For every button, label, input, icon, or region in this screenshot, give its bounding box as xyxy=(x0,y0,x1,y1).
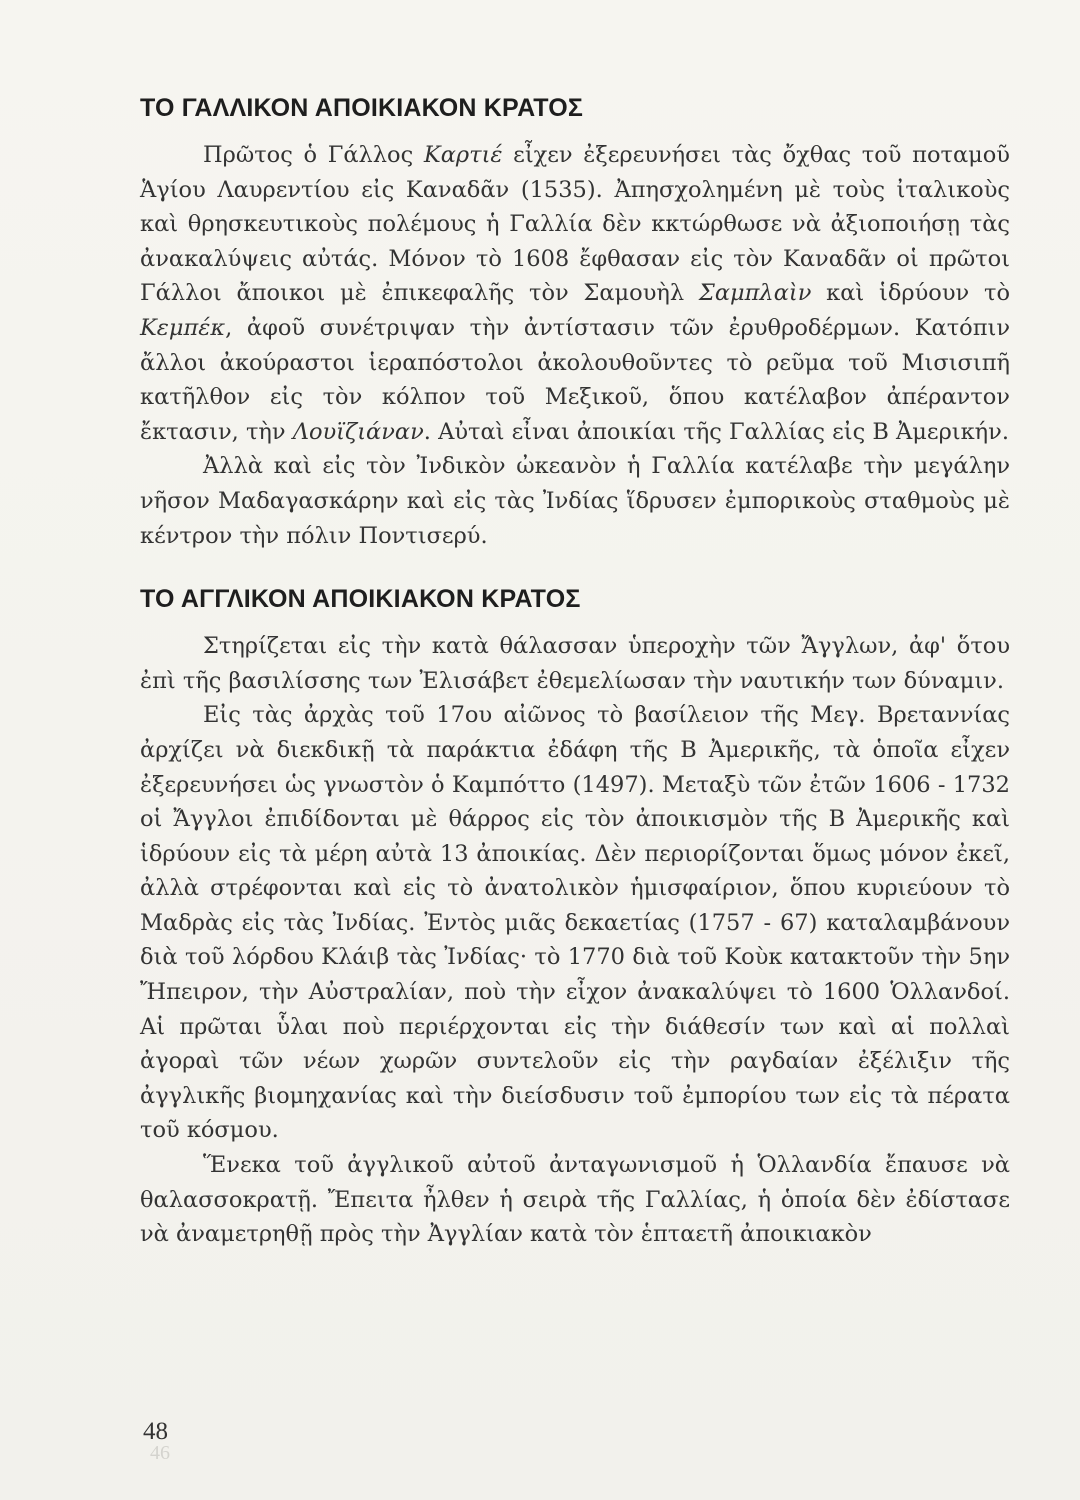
paragraph xyxy=(140,629,1010,698)
paragraph xyxy=(140,1148,1010,1252)
text-run-italic: Λουϊζιάναν xyxy=(292,418,424,445)
text-run: Ἀλλὰ καὶ εἰς τὸν Ἰνδικὸν ὠκεανὸν ἡ Γαλλία κατέλαβε τὴν μεγάλην νῆσον Μαδαγασκάρην καὶ εἰς τὰς Ἰνδίας ἵδρυσεν ἐμπορικοὺς σταθμοὺς μὲ κέντρον τὴν πόλιν Ποντισερύ. xyxy=(140,453,1010,549)
text-run: εἶχεν ἐξερευνήσει τὰς ὄχθας τοῦ ποταμοῦ Ἁγίου Λαυρεντίου εἰς Καναδᾶν (1535). Ἀπησχολημένη μὲ τοὺς ἰταλικοὺς καὶ θρησκευτικοὺς πολέμους ἡ Γαλλία δὲν κκτώρθωσε νὰ ἀξιοποιήσῃ τὰς ἀνακαλύψεις αὐτάς. Μόνον τὸ 1608 ἔφθασαν εἰς τὸν Καναδᾶν οἱ πρῶτοι Γάλλοι ἄποικοι μὲ ἐπικεφαλῆς τὸν Σαμουὴλ xyxy=(140,142,1010,307)
text-run-italic: Σαμπλαὶν xyxy=(698,280,812,307)
text-run-italic: Καρτιέ xyxy=(423,142,503,168)
text-run: , ἀφοῦ συνέτριψαν τὴν ἀντίστασιν τῶν ἐρυθροδέρμων. Κατόπιν ἄλλοι ἀκούραστοι ἱεραπόστολοι ἀκολουθοῦντες τὸ ρεῦμα τοῦ Μισισιπῆ κατῆλθον εἰς τὸν κόλπον τοῦ Μεξικοῦ, ὅπου κατέλαβον ἀπέραντον ἔκτασιν, τὴν xyxy=(140,314,1010,445)
page-number: 48 xyxy=(143,1418,168,1445)
text-run: . Αὐταὶ εἶναι ἀποικίαι τῆς Γαλλίας εἰς Β Ἀμερικήν. xyxy=(423,418,1009,445)
paragraph xyxy=(140,138,1010,449)
paragraph xyxy=(140,698,1010,1148)
text-run: Στηρίζεται εἰς τὴν κατὰ θάλασσαν ὑπεροχὴν τῶν Ἄγγλων, ἀφ' ὅτου ἐπὶ τῆς βασιλίσσης των Ἐλισάβετ ἐθεμελίωσαν τὴν ναυτικήν των δύναμιν. xyxy=(140,633,1010,694)
text-run: Πρῶτος ὁ Γάλλος xyxy=(203,142,424,168)
section-heading-english-colonies: ΤΟ ΑΓΓΛΙΚΟΝ ΑΠΟΙΚΙΑΚΟΝ ΚΡΑΤΟΣ xyxy=(140,585,581,614)
text-run: Εἰς τὰς ἀρχὰς τοῦ 17ου αἰῶνος τὸ βασίλειον τῆς Μεγ. Βρεταννίας ἀρχίζει νὰ διεκδικῇ τὰ παράκτια ἐδάφη τῆς Β Ἀμερικῆς, τὰ ὁποῖα εἶχεν ἐξερευνήσει ὡς γνωστὸν ὁ Καμπόττο (1497). Μεταξὺ τῶν ἐτῶν 1606 - 1732 οἱ Ἄγγλοι ἐπιδίδονται μὲ θάρρος εἰς τὸν ἀποικισμὸν τῆς Β Ἀμερικῆς καὶ ἱδρύουν εἰς τὰ μέρη αὐτὰ 13 ἀποικίας. Δὲν περιορίζονται ὅμως μόνον ἐκεῖ, ἀλλὰ στρέφονται καὶ εἰς τὸ ἀνατολικὸν ἡμισφαίριον, ὅπου κυριεύουν τὸ Μαδρὰς εἰς τὰς Ἰνδίας. Ἐντὸς μιᾶς δεκαετίας (1757 - 67) καταλαμβάνουν διὰ τοῦ λόρδου Κλάιβ τὰς Ἰνδίας· τὸ 1770 διὰ τοῦ Κοὺκ κατακτοῦν τὴν 5ην Ἤπειρον, τὴν Αὐστραλίαν, ποὺ τὴν εἶχον ἀνακαλύψει τὸ 1600 Ὁλλανδοί. Αἱ πρῶται ὗλαι ποὺ περιέρχονται εἰς τὴν διάθεσίν των καὶ αἱ πολλαὶ ἀγοραὶ τῶν νέων χωρῶν συντελοῦν εἰς τὴν ραγδαίαν ἐξέλιξιν τῆς ἀγγλικῆς βιομηχανίας καὶ τὴν διείσδυσιν τοῦ ἐμπορίου των εἰς τὰ πέρατα τοῦ κόσμου. xyxy=(140,702,1010,1144)
text-run: Ἕνεκα τοῦ ἀγγλικοῦ αὐτοῦ ἀνταγωνισμοῦ ἡ Ὁλλανδία ἔπαυσε νὰ θαλασσοκρατῇ. Ἔπειτα ἦλθεν ἡ σειρὰ τῆς Γαλλίας, ἡ ὁποία δὲν ἐδίστασε νὰ ἀναμετρηθῇ πρὸς τὴν Ἀγγλίαν κατὰ τὸν ἑπταετῆ ἀποικιακὸν xyxy=(140,1152,1010,1248)
paragraph xyxy=(140,449,1010,553)
page-content xyxy=(140,92,1010,1252)
ghost-page-number: 46 xyxy=(150,1442,170,1464)
text-run: καὶ ἱδρύουν τὸ xyxy=(811,280,1010,307)
section-heading-french-colonies: ΤΟ ΓΑΛΛΙΚΟΝ ΑΠΟΙΚΙΑΚΟΝ ΚΡΑΤΟΣ xyxy=(140,94,584,122)
text-run-italic: Κεμπέκ xyxy=(140,314,226,341)
